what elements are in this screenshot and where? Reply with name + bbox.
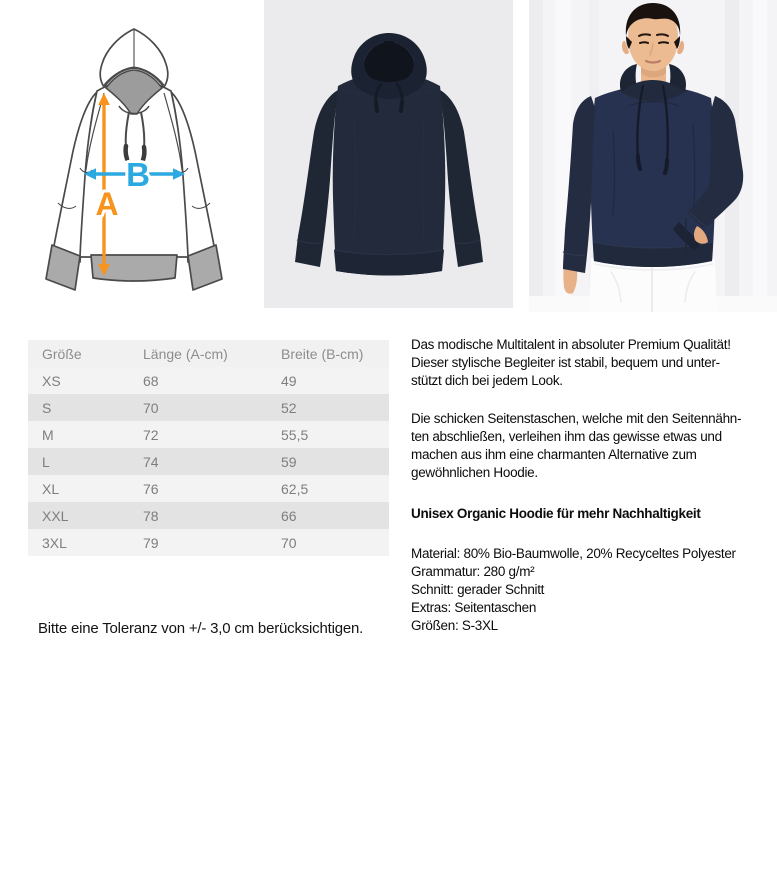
cell-size: M (28, 421, 143, 448)
description-text-line: gewöhnlichen Hoodie. (411, 465, 538, 480)
cell-size: XXL (28, 502, 143, 529)
cell-width: 55,5 (281, 421, 389, 448)
cell-size: XS (28, 367, 143, 394)
cell-size: S (28, 394, 143, 421)
hoodie-measurement-diagram (0, 0, 260, 310)
cell-width: 70 (281, 529, 389, 556)
description-text-line: stützt dich bei jedem Look. (411, 373, 563, 388)
cell-length: 79 (143, 529, 281, 556)
size-table-body (28, 367, 389, 556)
size-table-row (28, 529, 389, 556)
size-table-row (28, 448, 389, 475)
sustainability-heading: Unisex Organic Hoodie für mehr Nachhaltigkeit (411, 506, 701, 521)
cell-size: L (28, 448, 143, 475)
product-description (411, 336, 773, 635)
cell-width: 62,5 (281, 475, 389, 502)
description-paragraph-2 (411, 410, 773, 482)
cell-width: 66 (281, 502, 389, 529)
product-photo (264, 0, 513, 308)
description-text-line: Das modische Multitalent in absoluter Premium Qualität! (411, 337, 731, 352)
description-text-line: ten abschließen, verleihen ihm das gewisse etwas und (411, 429, 722, 444)
tolerance-note: Bitte eine Toleranz von +/- 3,0 cm berücksichtigen. (38, 620, 364, 637)
description-paragraph-1 (411, 336, 773, 390)
cell-width: 52 (281, 394, 389, 421)
size-chart-image (0, 0, 260, 310)
size-table (28, 340, 389, 556)
size-table-row (28, 367, 389, 394)
model-wearing-hoodie-graphic (529, 0, 777, 312)
cell-size: 3XL (28, 529, 143, 556)
spec-line: Größen: S-3XL (411, 618, 498, 633)
cell-length: 76 (143, 475, 281, 502)
size-table-row (28, 502, 389, 529)
navy-hoodie-front-graphic (264, 0, 513, 308)
spec-line: Extras: Seitentaschen (411, 600, 537, 615)
cell-length: 78 (143, 502, 281, 529)
spec-line: Grammatur: 280 g/m² (411, 564, 535, 579)
cell-size: XL (28, 475, 143, 502)
size-table-row (28, 421, 389, 448)
spec-line: Schnitt: gerader Schnitt (411, 582, 545, 597)
header-breite: Breite (B-cm) (281, 340, 389, 367)
header-groesse: Größe (28, 340, 143, 367)
label-a: A (95, 186, 119, 222)
cell-width: 49 (281, 367, 389, 394)
cell-length: 68 (143, 367, 281, 394)
header-laenge: Länge (A-cm) (143, 340, 281, 367)
model-photo (529, 0, 777, 312)
cell-length: 70 (143, 394, 281, 421)
size-table-header-row (28, 340, 389, 367)
label-b: B (126, 156, 150, 193)
description-text-line: Die schicken Seitenstaschen, welche mit den Seitennähn- (411, 411, 742, 426)
description-text-line: machen aus ihm eine charmanten Alternative zum (411, 447, 697, 462)
size-table-row (28, 475, 389, 502)
spec-line: Material: 80% Bio-Baumwolle, 20% Recyceltes Polyester (411, 546, 736, 561)
description-text-line: Dieser stylische Begleiter ist stabil, bequem und unter- (411, 355, 720, 370)
cell-length: 72 (143, 421, 281, 448)
cell-length: 74 (143, 448, 281, 475)
size-table-row (28, 394, 389, 421)
product-specs (411, 545, 773, 635)
cell-width: 59 (281, 448, 389, 475)
